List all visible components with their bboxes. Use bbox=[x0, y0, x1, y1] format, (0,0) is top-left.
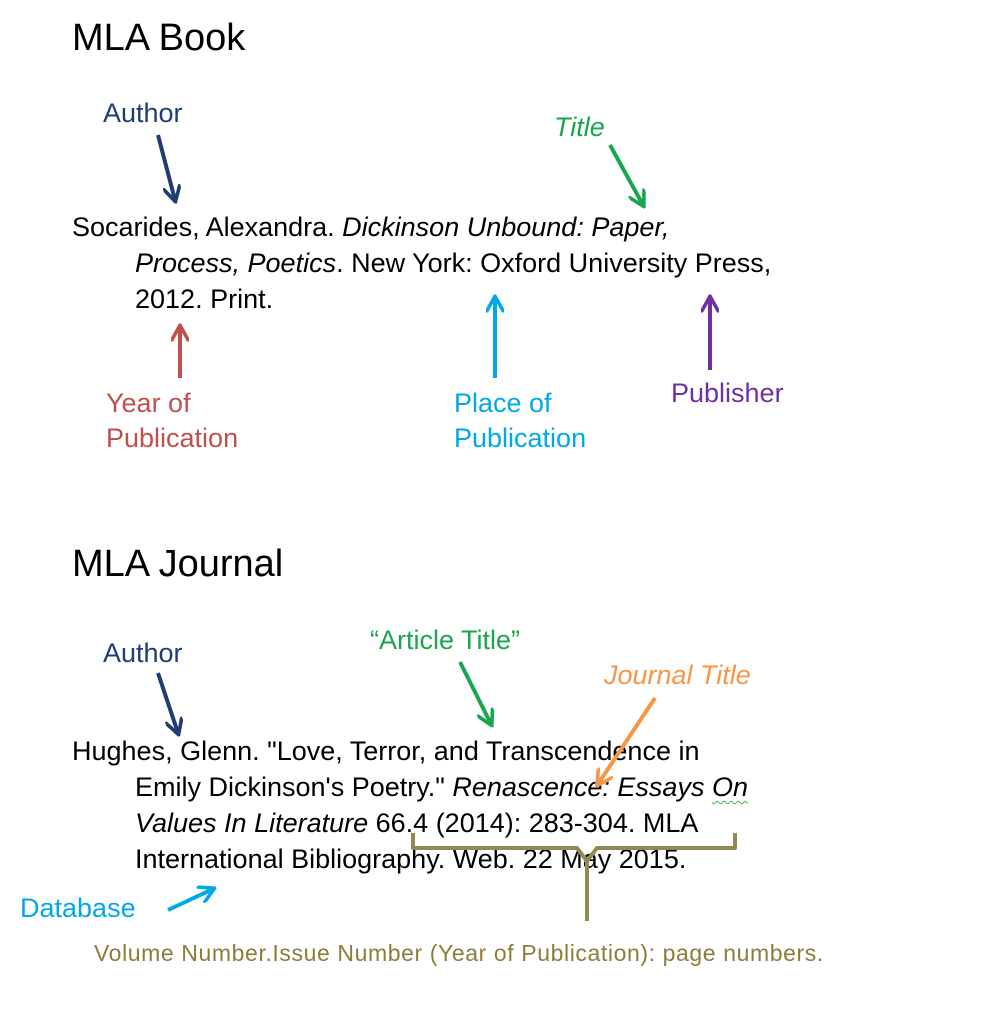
book-publisher-text: . New York: Oxford University Press, bbox=[336, 248, 772, 278]
journal-title-arrow bbox=[598, 698, 655, 784]
journal-database-label: Database bbox=[20, 893, 136, 923]
journal-title-text-a: Renascence: Essays bbox=[452, 772, 712, 802]
journal-volume-bracket bbox=[413, 833, 735, 921]
book-publisher-label: Publisher bbox=[671, 378, 784, 408]
book-heading: MLA Book bbox=[72, 17, 246, 59]
journal-database-arrow bbox=[168, 889, 213, 910]
journal-article-title-text: Emily Dickinson's Poetry." bbox=[135, 772, 453, 802]
book-year-label-line2: Publication bbox=[106, 423, 239, 453]
book-year-label-line1: Year of bbox=[106, 388, 191, 418]
journal-title-text-on: On bbox=[711, 772, 748, 802]
journal-author-label: Author bbox=[103, 638, 183, 668]
journal-author-article-text: Hughes, Glenn. "Love, Terror, and Transcendence in bbox=[72, 736, 700, 766]
journal-title-text-b: Values In Literature bbox=[135, 808, 369, 838]
journal-author-arrow bbox=[158, 673, 178, 733]
book-place-label-line1: Place of bbox=[454, 388, 552, 418]
journal-volume-text: 66.4 (2014): 283-304. MLA bbox=[368, 808, 699, 838]
book-title-text-b: Process, Poetics bbox=[135, 248, 337, 278]
journal-article-title-label: “Article Title” bbox=[370, 625, 521, 655]
book-title-text-a: Dickinson Unbound: Paper, bbox=[342, 212, 670, 242]
book-year-text: 2012. Print. bbox=[135, 284, 274, 314]
journal-title-label: Journal Title bbox=[604, 660, 751, 690]
book-author-arrow bbox=[158, 135, 175, 200]
book-title-arrow bbox=[610, 145, 643, 205]
journal-volume-note: Volume Number.Issue Number (Year of Publication): page numbers. bbox=[94, 940, 824, 966]
journal-article-title-arrow bbox=[460, 662, 491, 724]
journal-heading: MLA Journal bbox=[72, 543, 284, 585]
book-place-label-line2: Publication bbox=[454, 423, 587, 453]
journal-database-text: International Bibliography. Web. 22 May 2015. bbox=[135, 844, 687, 874]
book-title-label: Title bbox=[554, 112, 605, 142]
book-author-name: Socarides, Alexandra. bbox=[72, 212, 343, 242]
book-author-label: Author bbox=[103, 98, 183, 128]
